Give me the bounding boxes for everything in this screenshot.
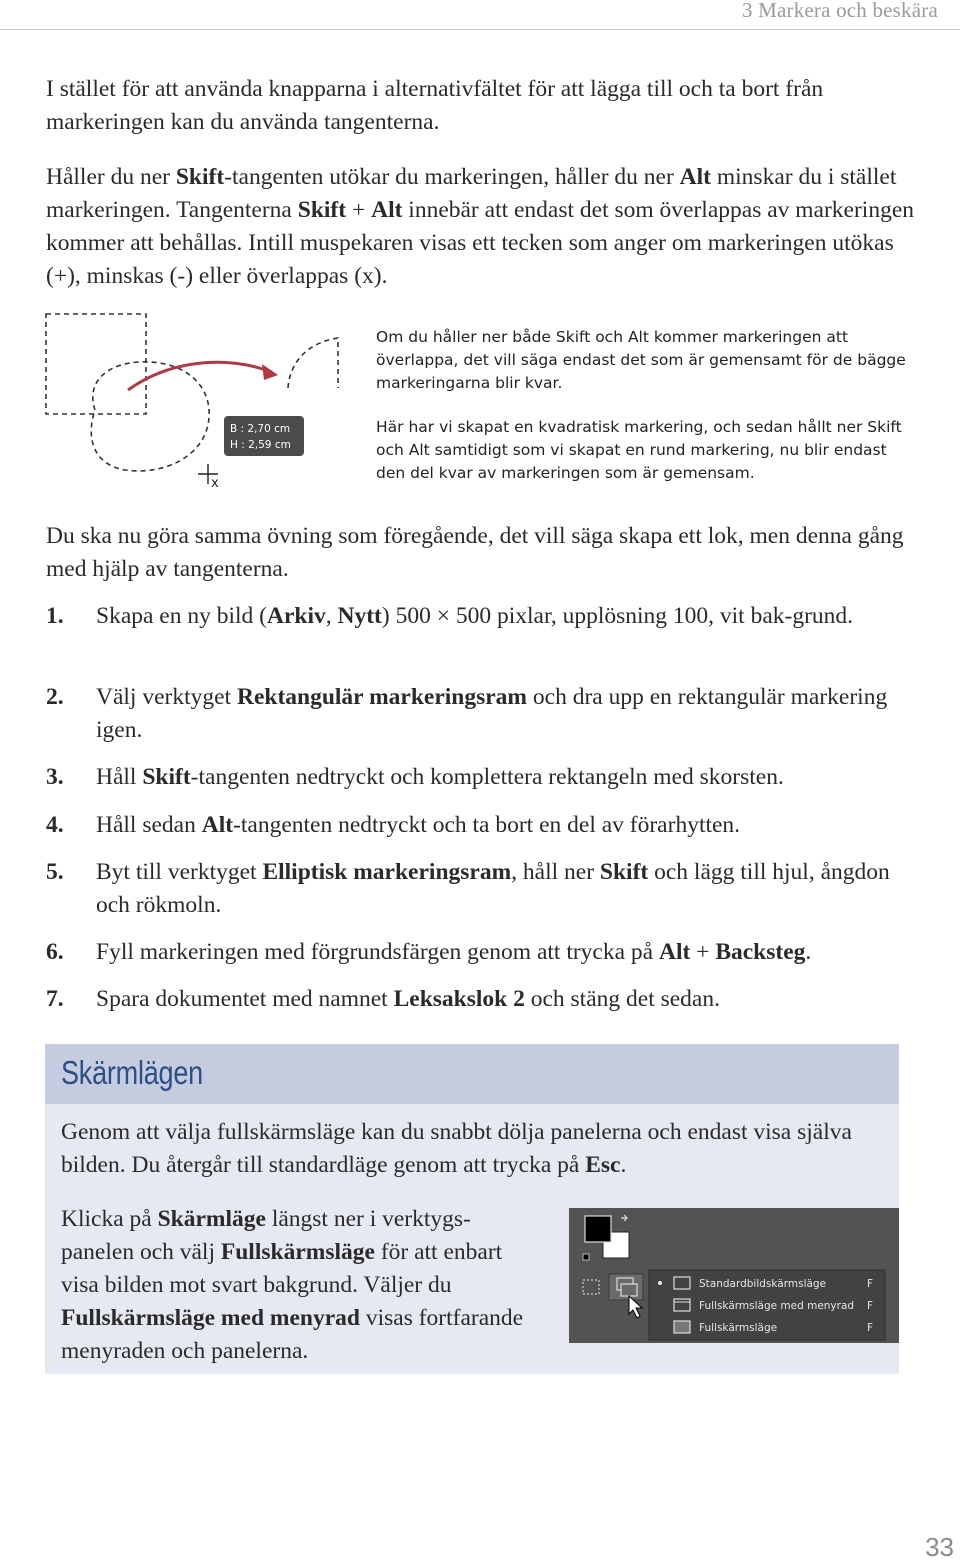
figure-caption-2: Här har vi skapat en kvadratisk markering, och sedan hållt ner Skift och Alt samtidigt som vi skapat en rund markering, nu blir endast den del kvar av markeringen som är gemensam. xyxy=(376,418,902,482)
running-header: 3 Markera och beskära xyxy=(741,0,938,22)
menu-item-label: Fullskärmsläge med menyrad xyxy=(699,1300,855,1312)
selection-intersection-illustration xyxy=(40,310,360,500)
dimension-width: B : 2,70 cm xyxy=(230,423,291,435)
fullscreen-icon xyxy=(674,1321,690,1333)
menu-item-shortcut: F xyxy=(867,1322,874,1334)
info-box-paragraph-2: Klicka på Skärmläge längst ner i verktygs-panelen och välj Fullskärmsläge för att enbart visa bilden mot svart bakgrund. Väljer du Fullskärmsläge med menyrad visas fortfarande menyraden och panelerna. xyxy=(61,1206,524,1364)
page-number: 33 xyxy=(925,1532,954,1562)
intro-paragraph-1: I stället för att använda knapparna i alternativfältet för att lägga till och ta bort från markeringen kan du använda tangenterna. xyxy=(46,76,824,135)
info-box-title: Skärmlägen xyxy=(61,1054,203,1091)
figure-caption-1: Om du håller ner både Skift och Alt kommer markeringen att överlappa, det vill säga endast det som är gemensamt för de bägge markeringarna blir kvar. xyxy=(376,328,906,392)
menu-item-fullscreen-menubar[interactable] xyxy=(674,1299,873,1312)
menu-item-shortcut: F xyxy=(867,1278,874,1290)
square-marquee xyxy=(46,314,146,414)
intro-paragraph-2: Håller du ner Skift-tangenten utökar du markeringen, håller du ner Alt minskar du i stället markeringen. Tangenterna Skift + Alt innebär att endast det som överlappas av markeringen kommer att behållas. Intill muspekaren visas ett tecken som anger om markeringen utökas (+), minskas (-) eller överlappas (x). xyxy=(46,164,915,289)
menu-item-label: Fullskärmsläge xyxy=(699,1322,778,1334)
crosshair-cursor-icon xyxy=(198,464,219,491)
info-box-paragraph-1: Genom att välja fullskärmsläge kan du snabbt dölja panelerna och endast visa själva bilden. Du återgår till standardläge genom att trycka på Esc. xyxy=(61,1119,852,1178)
dimension-height: H : 2,59 cm xyxy=(230,439,291,451)
screen-mode-menu-screenshot xyxy=(569,1208,899,1343)
exercise-intro: Du ska nu göra samma övning som föregående, det vill säga skapa ett lok, men denna gång med hjälp av tangenterna. xyxy=(46,523,904,582)
screen-mode-button[interactable] xyxy=(609,1274,643,1300)
cursor-mode-mark: x xyxy=(211,476,219,491)
menu-item-label: Standardbildskärmsläge xyxy=(699,1278,827,1290)
header-divider xyxy=(0,29,960,30)
overlap-result-shape xyxy=(288,338,338,388)
info-box-header xyxy=(45,1044,899,1104)
dimension-tooltip xyxy=(224,416,304,456)
menu-item-shortcut: F xyxy=(867,1300,874,1312)
selected-bullet-icon xyxy=(658,1281,662,1285)
arrow-head xyxy=(262,364,278,380)
